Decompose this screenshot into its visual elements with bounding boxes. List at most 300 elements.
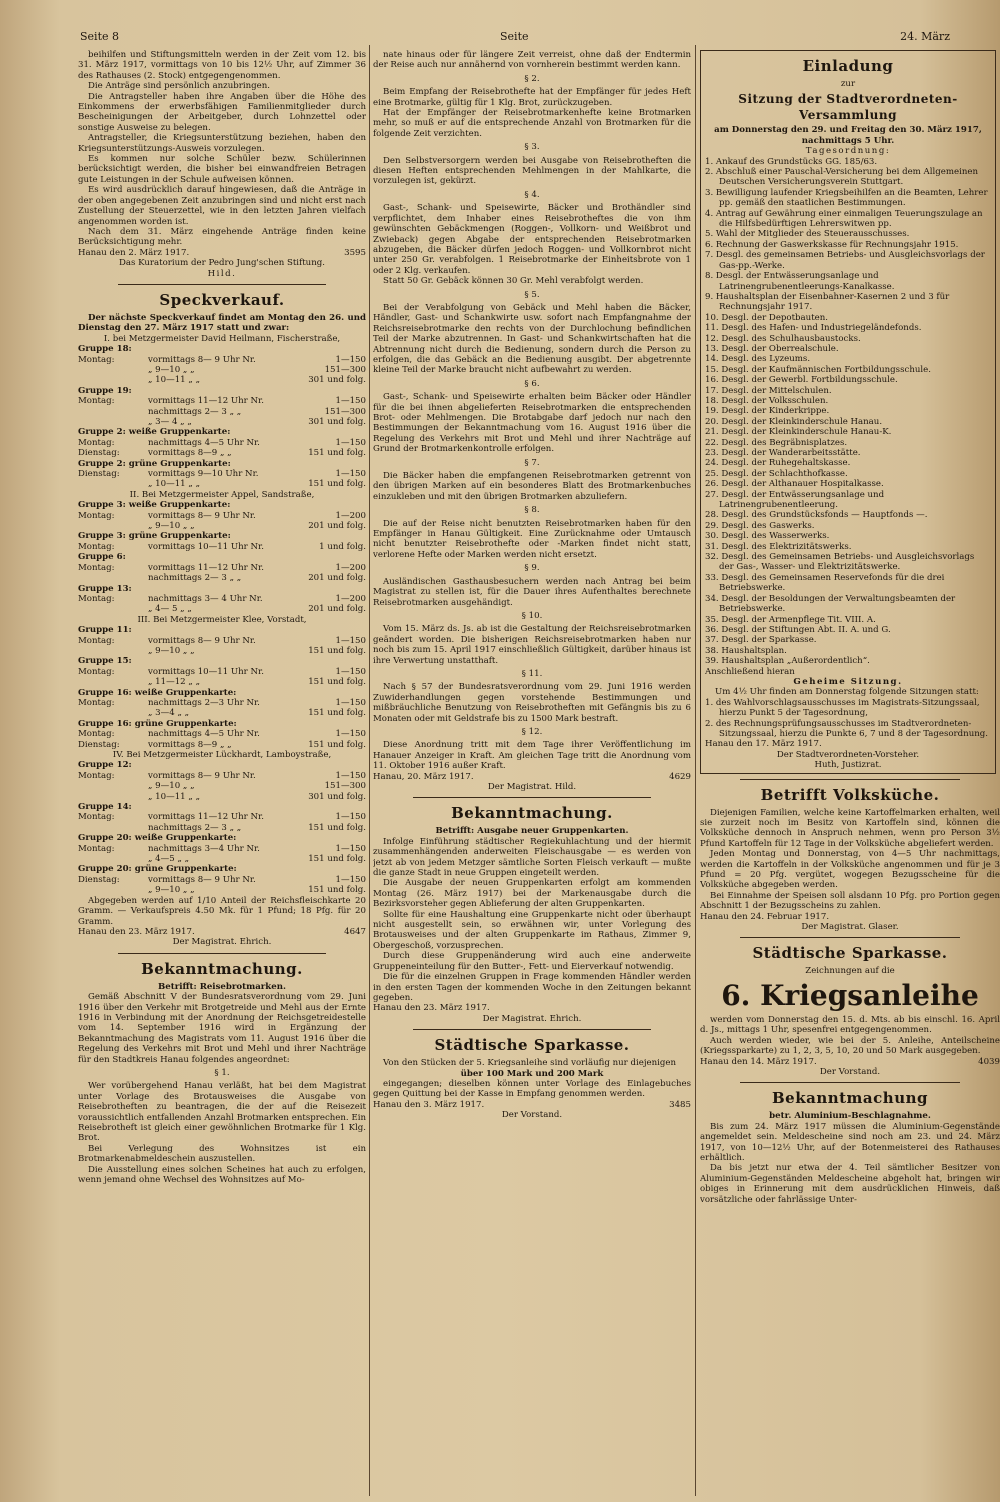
schedule-row (78, 823, 366, 833)
schedule-numbers: 151 und folg. (308, 822, 366, 833)
paragraph-text: Die auf der Reise nicht benutzten Reisebrotmarken haben für den Empfänger in Hanau Gültigkeit. Eine Zurücknahme oder Umtausch nicht benutzter Reisebrothefte oder -Marken findet nicht statt, verlorene Hefte oder Marken werden nicht ersetzt. (373, 518, 691, 560)
sparkasse-6-paragraph: Auch werden wieder, wie bei der 5. Anleihe, Anteilscheine (Kriegssparkarte) zu 1, 2, 3, 5, 10, 20 und 50 Mark ausgegeben. (700, 1035, 1000, 1057)
schedule-day: Gruppe 16: grüne Gruppenkarte: (78, 718, 237, 729)
speck-intro: Der nächste Speckverkauf findet am Montag den 26. und Dienstag den 27. März 1917 statt und zwar: (78, 312, 366, 334)
paragraph-1-text (78, 1081, 366, 1185)
column-1 (78, 50, 366, 1496)
schedule-day (78, 573, 148, 583)
schedule-day: Gruppe 18: (78, 344, 132, 355)
schedule-time: „ 9—10 „ „ (148, 521, 195, 532)
schedule-time: vormittags 8— 9 Uhr Nr. (148, 635, 256, 646)
schedule-day: Gruppe 19: (78, 385, 132, 396)
paragraph-1-line: Wer vorübergehend Hanau verläßt, hat bei dem Magistrat unter Vorlage des Brotausweises die Ausgabe von Reisebrotheften zu beantragen, die der auf die Reisezeit voraussichtlich entfallenden Anzahl Brotmarken entsprechen. Ein Reisebrotheft ist gleich einer gewöhnlichen Brotmarke für 1 Klg. Brot. (78, 1081, 366, 1144)
separator (740, 779, 960, 780)
schedule-row (78, 427, 366, 437)
header-middle: Seite (500, 30, 529, 43)
section-head: II. Bei Metzgermeister Appel, Sandstraße, (129, 489, 315, 500)
separator (740, 937, 960, 938)
einladung-signature: Der Stadtverordneten-Vorsteher. (776, 749, 920, 760)
schedule-time: nachmittags 2— 3 „ „ (148, 573, 242, 584)
schedule-day: Gruppe 2: weiße Gruppenkarte: (78, 427, 231, 438)
schedule-time: nachmittags 3—4 Uhr Nr. (148, 843, 260, 854)
schedule-time: nachmittags 3— 4 Uhr Nr. (148, 593, 263, 604)
agenda-item: 39. Haushaltsplan „Außerordentlich“. (705, 656, 870, 667)
paragraph-text: Hat der Empfänger der Reisebrotmarkenhefte keine Brotmarken mehr, so muß er auf die entsprechende Anzahl von Brotmarken für die folgende Zeit verzichten. (373, 108, 691, 139)
schedule-row (78, 521, 366, 531)
schedule-day: Montag: (78, 593, 115, 604)
schedule-day: Montag: (78, 729, 115, 740)
schedule-row (78, 417, 366, 427)
einladung-zur: zur (840, 79, 856, 89)
schedule-numbers: 151 und folg. (308, 854, 366, 865)
speck-number: 4647 (344, 926, 366, 937)
header-left: Seite 8 (80, 30, 119, 43)
schedule-time: vormittags 10—11 Uhr Nr. (148, 666, 264, 677)
schedule-day: Montag: (78, 541, 115, 552)
speck-date: Hanau den 23. März 1917. (78, 926, 195, 937)
schedule-day: Montag: (78, 562, 115, 573)
schedule-row (78, 781, 366, 791)
schedule-day: Gruppe 15: (78, 656, 132, 667)
schedule-time: „ 9—10 „ „ (148, 364, 195, 375)
secret-session-head: Geheime Sitzung. (793, 676, 903, 687)
tagesordnung-head: Tagesordnung: (805, 146, 891, 157)
paragraph-head: § 11. (521, 668, 543, 679)
separator (740, 1082, 960, 1083)
paragraph-head: § 12. (521, 726, 543, 737)
schedule-row (78, 864, 366, 874)
schedule-row (78, 448, 366, 458)
schedule-row (78, 885, 366, 895)
agenda-item: 12. Desgl. des Schulhausbaustocks. (705, 333, 861, 344)
schedule-day (78, 604, 148, 614)
speck-title: Speckverkauf. (159, 290, 285, 309)
schedule-day (78, 646, 148, 656)
schedule-row (78, 636, 366, 646)
agenda-item: 29. Desgl. des Gaswerks. (705, 520, 815, 531)
schedule-row (78, 656, 366, 666)
page-header (80, 30, 980, 52)
gruppenkarten-signature: Der Magistrat. Ehrich. (482, 1013, 582, 1024)
schedule-row (78, 552, 366, 562)
agenda-item: 26. Desgl. der Althanauer Hospitalkasse. (705, 479, 884, 490)
schedule-time: nachmittags 4—5 Uhr Nr. (148, 437, 260, 448)
schedule-numbers: 151—300 (324, 364, 366, 375)
separator (118, 284, 326, 285)
gruppenkarten-text (373, 837, 691, 1004)
schedule-row (78, 771, 366, 781)
schedule-time: vormittags 11—12 Uhr Nr. (148, 812, 264, 823)
schedule-day: Montag: (78, 437, 115, 448)
schedule-row (78, 708, 366, 718)
agenda-item: 6. Rechnung der Gaswerkskasse für Rechnungsjahr 1915. (705, 239, 959, 250)
stiftung-date: Hanau den 2. März 1917. (78, 247, 190, 258)
agenda-item: 17. Desgl. der Mittelschulen. (705, 385, 832, 396)
schedule-numbers: 151—300 (324, 781, 366, 792)
schedule-numbers: 1—150 (335, 396, 366, 407)
schedule-numbers: 151 und folg. (308, 448, 366, 459)
secret-session-text: Um 4½ Uhr finden am Donnerstag folgende Sitzungen statt: (715, 687, 979, 698)
column-2 (373, 50, 691, 1496)
schedule-numbers: 151 und folg. (308, 739, 366, 750)
schedule-time: „ 3— 4 „ „ (148, 417, 192, 427)
stiftung-paragraph: Die Antragsteller haben ihre Angaben über die Höhe des Einkommens der erwerbsfähigen Familienmitglieder durch Bescheinigungen der Arbeitgeber, durch Lohnzettel oder sonstige Ausweise zu belegen. (78, 91, 366, 133)
schedule-day: Gruppe 6: (78, 552, 126, 563)
paragraph-text: Diese Anordnung tritt mit dem Tage ihrer Veröffentlichung im Hanauer Anzeiger in Kraft. Am gleichen Tage tritt die Anordnung vom 11. Oktober 1916 außer Kraft. (373, 740, 691, 772)
schedule-row (78, 344, 366, 354)
sparkasse-6-date-line (700, 1057, 1000, 1067)
schedule-numbers: 1—150 (335, 635, 366, 646)
sparkasse-text-2: eingegangen; dieselben können unter Vorlage des Einlagebuches gegen Quittung bei der Kasse in Empfang genommen werden. (373, 1078, 691, 1100)
schedule-time: vormittags 8— 9 Uhr Nr. (148, 770, 256, 781)
schedule-day: Dienstag: (78, 739, 120, 750)
agenda-item: 16. Desgl. der Gewerbl. Fortbildungsschule. (705, 375, 898, 386)
agenda-item: 21. Desgl. der Kleinkinderschule Hanau-K. (705, 427, 892, 438)
schedule-day (78, 407, 148, 417)
reisebrot-subtitle: Betrifft: Reisebrotmarken. (158, 981, 286, 992)
gruppenkarten-paragraph: Die für die einzelnen Gruppen in Frage kommenden Händler werden in den ersten Tagen der kommenden Woche in den Zeitungen bekannt gegeben. (373, 972, 691, 1003)
separator (413, 797, 651, 798)
schedule-numbers: 1—200 (335, 562, 366, 573)
einladung-subtitle: Sitzung der Stadtverordneten-Versammlung (738, 92, 958, 123)
paragraph-1-line: Bei Verlegung des Wohnsitzes ist ein Brotmarkenabmeldeschein auszustellen. (78, 1143, 366, 1165)
schedule-day (78, 365, 148, 375)
schedule-time: „ 9—10 „ „ (148, 781, 195, 792)
schedule-day (78, 417, 148, 427)
aluminium-text (700, 1122, 1000, 1205)
schedule-day: Gruppe 13: (78, 583, 132, 594)
schedule-row (78, 760, 366, 770)
agenda-item: 4. Antrag auf Gewährung einer einmaligen Teuerungszulage an die Hilfsbedürftigen Lehrerswitwen pp. (705, 208, 983, 230)
agenda-item: 14. Desgl. des Lyzeums. (705, 354, 811, 365)
schedule-row (78, 542, 366, 552)
schedule-time: vormittags 9—10 Uhr Nr. (148, 469, 259, 480)
schedule-numbers: 201 und folg. (308, 573, 366, 584)
schedule-row (78, 729, 366, 739)
stiftung-signature: Das Kuratorium der Pedro Jung'schen Stiftung. (119, 258, 325, 269)
sparkasse-date-line (373, 1100, 691, 1110)
schedule-row (78, 500, 366, 510)
schedule-day: Gruppe 16: weiße Gruppenkarte: (78, 687, 237, 698)
schedule-row (78, 365, 366, 375)
volkskueche-signature: Der Magistrat. Glaser. (801, 922, 899, 933)
schedule-time: vormittags 8—9 „ „ (148, 448, 232, 459)
sparkasse-denominations: über 100 Mark und 200 Mark (460, 1068, 604, 1079)
schedule-numbers: 1—150 (335, 697, 366, 708)
stiftung-paragraph: Nach dem 31. März eingehende Anträge finden keine Berücksichtigung mehr. (78, 226, 366, 248)
schedule-time: vormittags 11—12 Uhr Nr. (148, 562, 264, 573)
schedule-row (78, 812, 366, 822)
schedule-time: vormittags 11—12 Uhr Nr. (148, 396, 264, 407)
schedule-row (78, 802, 366, 812)
schedule-row (78, 375, 366, 385)
einladung-name: Huth, Justizrat. (814, 760, 882, 771)
schedule-row (78, 875, 366, 885)
agenda-item: 3. Bewilligung laufender Kriegsbeihilfen an die Beamten, Lehrer pp. gemäß den staatlichen Bestimmungen. (705, 187, 988, 209)
schedule-day (78, 708, 148, 718)
volkskueche-date: Hanau den 24. Februar 1917. (700, 911, 830, 922)
reisebrot-date: Hanau, 20. März 1917. (373, 771, 474, 782)
stiftung-paragraph: Die Anträge sind persönlich anzubringen. (88, 81, 270, 92)
sparkasse-6-date: Hanau den 14. März 1917. (700, 1056, 817, 1067)
schedule-row (78, 386, 366, 396)
agenda-item: 20. Desgl. der Kleinkinderschule Hanau. (705, 416, 883, 427)
schedule-day: Montag: (78, 770, 115, 781)
reisebrot-continued: nate hinaus oder für längere Zeit verreist, ohne daß der Endtermin der Reise auch nur annähernd von vornherein bestimmt werden kann. (373, 50, 691, 71)
schedule-row (78, 646, 366, 656)
schedule-time: nachmittags 2— 3 „ „ (148, 406, 242, 417)
schedule-time: vormittags 8— 9 Uhr Nr. (148, 874, 256, 885)
schedule-numbers: 1—200 (335, 593, 366, 604)
schedule-day (78, 823, 148, 833)
sparkasse-6-text (700, 1015, 1000, 1057)
schedule-day: Dienstag: (78, 448, 120, 459)
paragraph-head: § 3. (524, 142, 540, 153)
sparkasse-6-title: Städtische Sparkasse. (752, 944, 948, 963)
aluminium-subtitle: betr. Aluminium-Beschlagnahme. (769, 1111, 931, 1122)
paragraph-1-head: § 1. (214, 1067, 230, 1078)
stiftung-paragraph: beihilfen und Stiftungsmitteln werden in der Zeit vom 12. bis 31. März 1917, vormittags von 10 bis 12½ Uhr, auf Zimmer 36 des Rathauses (2. Stock) entgegengenommen. (78, 50, 366, 81)
agenda-item: 18. Desgl. der Volksschulen. (705, 395, 829, 406)
schedule-day (78, 521, 148, 531)
agenda-item: 5. Wahl der Mitglieder des Steuerausschusses. (705, 229, 910, 240)
einladung-date-line: am Donnerstag den 29. und Freitag den 30. März 1917, nachmittags 5 Uhr. (714, 125, 982, 146)
schedule-day: Gruppe 3: weiße Gruppenkarte: (78, 500, 231, 511)
column-rule-1 (369, 45, 370, 1496)
schedule-day: Montag: (78, 510, 115, 521)
agenda-item: 19. Desgl. der Kinderkrippe. (705, 406, 830, 417)
paragraph-text: Nach § 57 der Bundesratsverordnung vom 29. Juni 1916 werden Zuwiderhandlungen gegen vorstehende Bestimmungen und mißbräuchliche Benutzung von Reisebrotheften mit Gefängnis bis zu 6 Monaten oder mit Geldstrafe bis zu 1500 Mark bestraft. (373, 682, 691, 724)
schedule-numbers: 1—150 (335, 469, 366, 480)
paragraph-head: § 8. (524, 505, 540, 516)
sparkasse-6-signature: Der Vorstand. (819, 1066, 881, 1077)
schedule-time: „ 3—4 „ „ (148, 708, 190, 719)
schedule-day: Gruppe 2: grüne Gruppenkarte: (78, 458, 231, 469)
schedule-row (78, 625, 366, 635)
aluminium-paragraph: Da bis jetzt nur etwa der 4. Teil sämtlicher Besitzer von Aluminium-Gegenständen Meldescheine abgeholt hat, bringen wir obiges in Erinnerung mit dem ausdrücklichen Hinweis, daß vorsätzliche oder fahrlässige Unter- (700, 1163, 1000, 1205)
sparkasse-number: 3485 (669, 1099, 691, 1110)
schedule-time: „ 9—10 „ „ (148, 885, 195, 896)
schedule-numbers: 1—150 (335, 437, 366, 448)
schedule-time: vormittags 8— 9 Uhr Nr. (148, 510, 256, 521)
schedule-numbers: 151 und folg. (308, 677, 366, 688)
schedule-row (78, 719, 366, 729)
schedule-day (78, 854, 148, 864)
schedule-row (78, 698, 366, 708)
schedule-row (78, 667, 366, 677)
volkskueche-title: Betrifft Volksküche. (760, 785, 940, 804)
schedule-row (78, 844, 366, 854)
volkskueche-paragraph: Bei Einnahme der Speisen soll alsdann 10 Pfg. pro Portion gegen Abschnitt 1 der Bezugsscheins zu zahlen. (700, 890, 1000, 912)
gruppenkarten-paragraph: Infolge Einführung städtischer Regiekuhlachtung und der hiermit zusammenhängenden anderweiten Fleischausgabe — es werden von jetzt ab von jedem Metzger sämtliche Sorten Fleisch verkauft — mußte die ganze Stadt in neue Gruppen eingeteilt werden. (373, 836, 691, 879)
schedule-day: Gruppe 12: (78, 760, 132, 771)
agenda-item: 15. Desgl. der Kaufmännischen Fortbildungsschule. (705, 364, 931, 375)
agenda-item: 11. Desgl. des Hafen- und Industriegeländefonds. (705, 323, 922, 334)
aluminium-paragraph: Bis zum 24. März 1917 müssen die Aluminium-Gegenstände angemeldet sein. Meldescheine sind noch am 23. und 24. März 1917, von 10—12½ Uhr, auf der Botenmeisterei des Rathauses erhältlich. (700, 1121, 1000, 1163)
schedule-numbers: 201 und folg. (308, 521, 366, 532)
agenda-item: 10. Desgl. der Depotbauten. (705, 312, 828, 323)
schedule-row (78, 854, 366, 864)
schedule-row (78, 688, 366, 698)
stiftung-paragraph: Es wird ausdrücklich darauf hingewiesen, daß die Anträge in der oben angegebenen Zeit anzubringen sind und nicht erst nach Zustellung der Steuerzettel, wie in den letzten Jahren vielfach angenommen worden ist. (78, 185, 366, 227)
stiftung-date-line (78, 248, 366, 258)
sparkasse-date: Hanau den 3. März 1917. (373, 1099, 485, 1110)
stiftung-number: 3595 (344, 247, 366, 258)
sparkasse-6-pre: Zeichnungen auf die (805, 966, 895, 977)
schedule-numbers: 301 und folg. (308, 375, 366, 386)
gruppenkarten-date: Hanau den 23. März 1917. (373, 1003, 490, 1014)
schedule-numbers: 301 und folg. (308, 791, 366, 802)
schedule-numbers: 1—150 (335, 770, 366, 781)
schedule-row (78, 438, 366, 448)
schedule-day: Gruppe 20: weiße Gruppenkarte: (78, 833, 237, 844)
einladung-title: Einladung (802, 57, 894, 75)
schedule-time: vormittags 8—9 „ „ (148, 739, 232, 750)
agenda-list (705, 157, 991, 677)
agenda-item: Anschließend hieran (705, 666, 795, 677)
volkskueche-paragraph: Diejenigen Familien, welche keine Kartoffelmarken erhalten, weil sie zurzeit noch im Besitz von Kartoffeln sind, können die Volksküche dennoch in Anspruch nehmen, wenn pro Person 3½ Pfund Kartoffeln für 12 Tage in der Volksküche abgeliefert werden. (700, 807, 1000, 849)
agenda-item: 34. Desgl. der Besoldungen der Verwaltungsbeamten der Betriebswerke. (705, 593, 956, 615)
schedule-row (78, 792, 366, 802)
paragraph-head: § 10. (521, 610, 543, 621)
agenda-item: 38. Haushaltsplan. (705, 645, 787, 656)
reisebrot-title: Bekanntmachung. (141, 959, 303, 978)
schedule-row (78, 677, 366, 687)
gruppenkarten-paragraph: Durch diese Gruppenänderung wird auch eine anderweite Gruppeneinteilung für den Butter-, Fett- und Eierverkauf notwendig. (373, 951, 691, 972)
sparkasse-signature: Der Vorstand. (501, 1110, 563, 1121)
schedule-row (78, 833, 366, 843)
sparkasse-6-number: 4039 (978, 1056, 1000, 1067)
paragraph-text: Vom 15. März ds. Js. ab ist die Gestaltung der Reichsreisebrotmarken geändert worden. Die bisherigen Reichsreisebrotmarken haben nur noch bis zum 15. April 1917 einschließlich Gültigkeit, darüber hinaus ist ihre Verwertung unstatthaft. (373, 624, 691, 666)
agenda-item: 27. Desgl. der Entwässerungsanlage und Latrinengrubenentleerung. (705, 489, 885, 511)
schedule-numbers: 1—150 (335, 812, 366, 823)
einladung-box (700, 50, 996, 774)
gruppenkarten-paragraph: Die Ausgabe der neuen Gruppenkarten erfolgt am kommenden Montag (26. März 1917) bei der Markenausgabe durch die Bezirksvorsteher gegen Ablieferung der alten Gruppenkarten. (373, 878, 691, 910)
schedule-numbers: 151 und folg. (308, 645, 366, 656)
schedule-day: Montag: (78, 396, 115, 407)
schedule-numbers: 1—150 (335, 666, 366, 677)
schedule-day (78, 885, 148, 895)
agenda-item: 7. Desgl. des gemeinsamen Betriebs- und Ausgleichsvorlags der Gas-pp.-Werke. (705, 250, 985, 271)
stiftung-notice (78, 50, 366, 248)
paragraph-text: Gast-, Schank- und Speisewirte erhalten beim Bäcker oder Händler für die bei ihnen abgelieferten Reisebrotmarken die entsprechenden Brot- oder Mehlmengen. Die Brotabgabe darf jedoch nur nach den Bestimmungen der Bekanntmachung vom 16. August 1916 über die Regelung des Verkehrs mit Brot und Mehl und ihrer Nachträge auf Grund der Brotmarkenkontrolle erfolgen. (373, 392, 691, 455)
stiftung-paragraph: Antragsteller, die Kriegsunterstützung beziehen, haben den Kriegsunterstützungs-Ausweis vorzulegen. (78, 133, 366, 154)
schedule-day (78, 677, 148, 687)
schedule-row (78, 584, 366, 594)
schedule-day: Montag: (78, 635, 115, 646)
schedule-day (78, 479, 148, 489)
schedule-row (78, 511, 366, 521)
schedule-day (78, 781, 148, 791)
sparkasse-text: Von den Stücken der 5. Kriegsanleihe sind vorläufig nur diejenigen (383, 1058, 677, 1069)
agenda-item: 8. Desgl. der Entwässerungsanlage und Latrinengrubenentleerungs-Kanalkasse. (705, 271, 895, 292)
agenda-item: 30. Desgl. des Wasserwerks. (705, 531, 830, 542)
schedule-time: „ 10—11 „ „ (148, 375, 201, 386)
einladung-date: Hanau den 17. März 1917. (705, 739, 822, 750)
agenda-item: 9. Haushaltsplan der Eisenbahner-Kasernen 2 und 3 für Rechnungsjahr 1917. (705, 291, 950, 313)
speck-date-line (78, 927, 366, 937)
aluminium-title: Bekanntmachung (771, 1089, 928, 1108)
schedule-row (78, 396, 366, 406)
reisebrot-text: Gemäß Abschnitt V der Bundesratsverordnung vom 29. Juni 1916 über den Verkehr mit Brotgetreide und Mehl aus der Ernte 1916 in Verbindung mit der Anordnung der Reichsgetreidestelle vom 14. September 1916 wird in Ergänzung der Bekanntmachung des Magistrats vom 11. August 1916 über die Regelung des Verkehrs mit Brot und Mehl und ihrer Nachträge für den Stadtkreis Hanau folgendes angeordnet: (78, 992, 366, 1065)
schedule-numbers: 301 und folg. (308, 417, 366, 427)
section-head: I. bei Metzgermeister David Heilmann, Fischerstraße, (103, 333, 341, 344)
schedule-row (78, 573, 366, 583)
schedule-day: Dienstag: (78, 874, 120, 885)
paragraph-text: Beim Empfang der Reisebrothefte hat der Empfänger für jedes Heft eine Brotmarke, gültig für 1 Klg. Brot, zurückzugeben. (373, 87, 691, 108)
schedule-day (78, 792, 148, 802)
gruppenkarten-title: Bekanntmachung. (451, 804, 613, 823)
schedule-row (78, 459, 366, 469)
agenda-item: 31. Desgl. des Elektrizitätswerks. (705, 541, 852, 552)
paragraph-text: Gast-, Schank- und Speisewirte, Bäcker und Brothändler sind verpflichtet, dem Inhaber eines Reisebrotheftes die von ihm gewünschten Gebäckmengen (Roggen-, Vollkorn- und Weißbrot und Zwieback) gegen Abgabe der entsprechenden Reisebrotmarken abzugeben, die Bäcker dürfen jedoch Roggen- und Vollkornbrot nicht unter 250 Gr. verabfolgen. 1 Reisebrotmarke der Einheitsbrote von 1 oder 2 Klg. verkaufen. (373, 203, 691, 276)
column-rule-2 (695, 45, 696, 1496)
schedule-row (78, 594, 366, 604)
schedule-time: „ 10—11 „ „ (148, 479, 201, 490)
schedule-time: nachmittags 2— 3 „ „ (148, 822, 242, 833)
section-head: IV. Bei Metzgermeister Lückhardt, Lamboystraße, (112, 750, 332, 760)
schedule-time: „ 4—5 „ „ (148, 854, 190, 865)
paragraph-head: § 2. (524, 73, 540, 84)
agenda-item: 36. Desgl. der Stiftungen Abt. II. A. und G. (705, 624, 891, 635)
paragraph-head: § 4. (524, 189, 540, 200)
schedule-numbers: 1—150 (335, 354, 366, 365)
schedule-numbers: 1—150 (335, 874, 366, 885)
paragraph-head: § 5. (524, 289, 540, 300)
schedule-row (78, 563, 366, 573)
reisebrot-signature: Der Magistrat. Hild. (487, 782, 577, 792)
volkskueche-paragraph: Jeden Montag und Donnerstag, von 4—5 Uhr nachmittags, werden die Kartoffeln in der Volksküche angenommen und für je 3 Pfund = 20 Pfg. vergütet, wogegen Bezugsscheine für die Volksküche abgegeben werden. (700, 849, 1000, 891)
paragraph-1-line: Die Ausstellung eines solchen Scheines hat auch zu erfolgen, wenn jemand ohne Wechsel des Wohnsitzes auf Mo- (78, 1164, 366, 1186)
paragraph-text: Bei der Verabfolgung von Gebäck und Mehl haben die Bäcker, Händler, Gast- und Schankwirte usw. sofort nach Empfangnahme der Reichsreisebrotmarke den rechts von der Durchlochung befindlichen Teil der Marke abzutrennen. In Gast- und Schankwirtschaften hat die Abtrennung nicht durch die Bedienung, sondern durch die Person zu erfolgen, die das Gebäck an die Bedienung ausgibt. Der abgetrennte kleine Teil der Marke braucht nicht aufbewahrt zu werden. (373, 302, 691, 376)
paragraph-text: Die Bäcker haben die empfangenen Reisebrotmarken getrennt von den übrigen Marken auf ein besonderes Blatt des Brotmarkenbuches einzukleben und mit den übrigen Brotmarken abzuliefern. (373, 471, 691, 502)
speck-schedule (78, 334, 366, 896)
paragraph-text: Ausländischen Gasthausbesuchern werden nach Antrag bei beim Magistrat zu stellen ist, für die Dauer ihres Aufenthaltes berechnete Reisebrotmarken ausgehändigt. (373, 576, 691, 608)
agenda-item: 24. Desgl. der Ruhegehaltskasse. (705, 458, 851, 469)
schedule-time: „ 4— 5 „ „ (148, 604, 192, 615)
schedule-day: Montag: (78, 666, 115, 677)
paragraph-head: § 6. (524, 378, 540, 389)
reisebrot-number: 4629 (669, 771, 691, 782)
schedule-day: Gruppe 20: grüne Gruppenkarte: (78, 864, 237, 875)
schedule-row (78, 407, 366, 417)
schedule-day: Gruppe 14: (78, 802, 132, 813)
speck-signature: Der Magistrat. Ehrich. (172, 937, 272, 948)
schedule-numbers: 1—150 (335, 843, 366, 854)
kriegsanleihe-headline: 6. Kriegsanleihe (721, 978, 979, 1012)
header-right: 24. März (900, 30, 950, 43)
agenda-item: 1. Ankauf des Grundstücks GG. 185/63. (705, 156, 878, 167)
schedule-day: Gruppe 3: grüne Gruppenkarte: (78, 531, 231, 542)
schedule-day (78, 375, 148, 385)
agenda-item: 37. Desgl. der Sparkasse. (705, 635, 817, 646)
schedule-day: Montag: (78, 697, 115, 708)
schedule-numbers: 1—200 (335, 510, 366, 521)
schedule-day: Montag: (78, 354, 115, 365)
schedule-row (78, 604, 366, 614)
schedule-numbers: 1—150 (335, 729, 366, 740)
agenda-item: 13. Desgl. der Oberrealschule. (705, 343, 839, 354)
schedule-numbers: 151 und folg. (308, 479, 366, 490)
volkskueche-text (700, 808, 1000, 912)
reisebrot-paragraphs (373, 74, 691, 772)
schedule-row (78, 355, 366, 365)
reisebrot-date-line (373, 772, 691, 782)
schedule-time: „ 10—11 „ „ (148, 791, 201, 802)
schedule-time: nachmittags 4—5 Uhr Nr. (148, 729, 260, 740)
schedule-time: vormittags 10—11 Uhr Nr. (148, 541, 264, 552)
agenda-item: 25. Desgl. der Schlachthofkasse. (705, 468, 848, 479)
